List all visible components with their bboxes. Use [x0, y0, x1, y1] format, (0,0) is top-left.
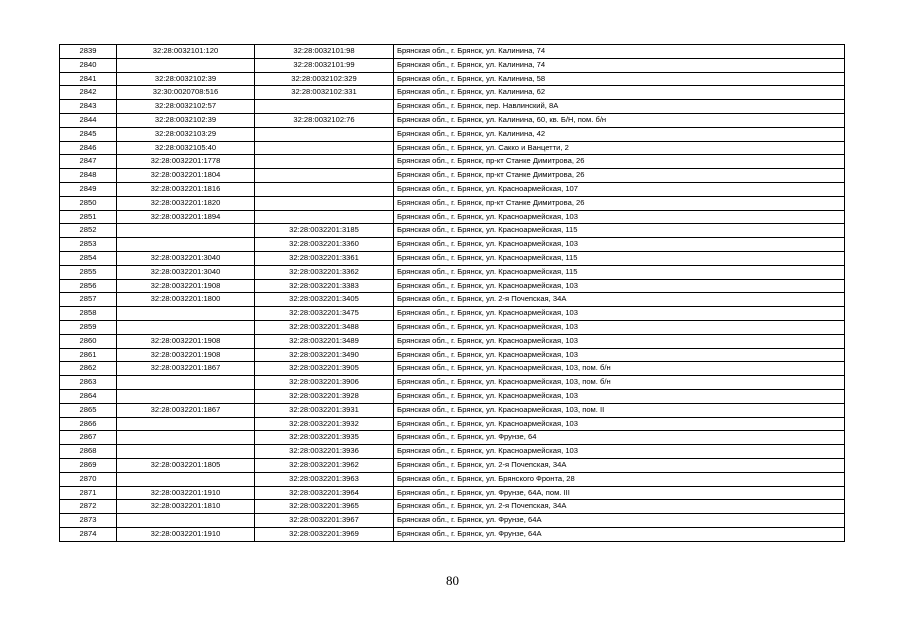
table-row — [60, 196, 845, 210]
address-cell: Брянская обл., г. Брянск, ул. Красноармейская, 103, пом. II — [394, 403, 845, 417]
row-number-cell: 2864 — [60, 389, 117, 403]
address-cell: Брянская обл., г. Брянск, ул. Фрунзе, 64А — [394, 514, 845, 528]
row-number-cell: 2869 — [60, 458, 117, 472]
row-number-cell: 2851 — [60, 210, 117, 224]
table-row — [60, 127, 845, 141]
table-row — [60, 527, 845, 541]
row-number-cell: 2839 — [60, 45, 117, 59]
table-row — [60, 362, 845, 376]
row-number-cell: 2870 — [60, 472, 117, 486]
related-cadastral-number-cell: 32:28:0032201:3361 — [255, 251, 394, 265]
row-number-cell: 2865 — [60, 403, 117, 417]
table-row — [60, 458, 845, 472]
related-cadastral-number-cell: 32:28:0032102:329 — [255, 72, 394, 86]
related-cadastral-number-cell — [255, 100, 394, 114]
cadastral-number-cell — [117, 238, 255, 252]
table-row — [60, 486, 845, 500]
cadastral-register-table — [59, 44, 845, 542]
related-cadastral-number-cell — [255, 141, 394, 155]
table-row — [60, 472, 845, 486]
row-number-cell: 2872 — [60, 500, 117, 514]
table-row — [60, 251, 845, 265]
cadastral-number-cell: 32:28:0032201:3040 — [117, 265, 255, 279]
address-cell: Брянская обл., г. Брянск, ул. Фрунзе, 64А, пом. III — [394, 486, 845, 500]
related-cadastral-number-cell: 32:28:0032201:3489 — [255, 334, 394, 348]
address-cell: Брянская обл., г. Брянск, ул. Красноармейская, 103 — [394, 320, 845, 334]
cadastral-number-cell: 32:30:0020708:516 — [117, 86, 255, 100]
related-cadastral-number-cell: 32:28:0032101:98 — [255, 45, 394, 59]
related-cadastral-number-cell: 32:28:0032201:3936 — [255, 445, 394, 459]
table-row — [60, 182, 845, 196]
cadastral-number-cell: 32:28:0032201:1867 — [117, 403, 255, 417]
address-cell: Брянская обл., г. Брянск, ул. Красноармейская, 115 — [394, 224, 845, 238]
address-cell: Брянская обл., г. Брянск, ул. 2-я Почепская, 34А — [394, 500, 845, 514]
cadastral-number-cell — [117, 472, 255, 486]
related-cadastral-number-cell: 32:28:0032201:3906 — [255, 376, 394, 390]
table-body — [60, 45, 845, 542]
cadastral-number-cell: 32:28:0032105:40 — [117, 141, 255, 155]
cadastral-number-cell: 32:28:0032201:1820 — [117, 196, 255, 210]
address-cell: Брянская обл., г. Брянск, пер. Навлинский, 8А — [394, 100, 845, 114]
address-cell: Брянская обл., г. Брянск, ул. Калинина, 62 — [394, 86, 845, 100]
row-number-cell: 2863 — [60, 376, 117, 390]
related-cadastral-number-cell: 32:28:0032201:3405 — [255, 293, 394, 307]
row-number-cell: 2852 — [60, 224, 117, 238]
cadastral-number-cell: 32:28:0032201:1867 — [117, 362, 255, 376]
related-cadastral-number-cell: 32:28:0032201:3962 — [255, 458, 394, 472]
row-number-cell: 2847 — [60, 155, 117, 169]
table-row — [60, 100, 845, 114]
table-row — [60, 155, 845, 169]
address-cell: Брянская обл., г. Брянск, ул. Калинина, 60, кв. Б/Н, пом. б/н — [394, 113, 845, 127]
row-number-cell: 2849 — [60, 182, 117, 196]
row-number-cell: 2861 — [60, 348, 117, 362]
related-cadastral-number-cell: 32:28:0032201:3965 — [255, 500, 394, 514]
address-cell: Брянская обл., г. Брянск, ул. Красноармейская, 115 — [394, 265, 845, 279]
table-row — [60, 113, 845, 127]
address-cell: Брянская обл., г. Брянск, ул. Фрунзе, 64 — [394, 431, 845, 445]
cadastral-number-cell — [117, 376, 255, 390]
address-cell: Брянская обл., г. Брянск, ул. 2-я Почепская, 34А — [394, 458, 845, 472]
related-cadastral-number-cell — [255, 210, 394, 224]
cadastral-number-cell — [117, 445, 255, 459]
table-row — [60, 72, 845, 86]
cadastral-number-cell: 32:28:0032201:1894 — [117, 210, 255, 224]
address-cell: Брянская обл., г. Брянск, ул. Красноармейская, 103 — [394, 238, 845, 252]
cadastral-number-cell — [117, 514, 255, 528]
address-cell: Брянская обл., г. Брянск, ул. Красноармейская, 103 — [394, 389, 845, 403]
related-cadastral-number-cell: 32:28:0032201:3488 — [255, 320, 394, 334]
table-row — [60, 210, 845, 224]
related-cadastral-number-cell: 32:28:0032201:3963 — [255, 472, 394, 486]
related-cadastral-number-cell: 32:28:0032201:3185 — [255, 224, 394, 238]
cadastral-number-cell — [117, 389, 255, 403]
address-cell: Брянская обл., г. Брянск, ул. Красноармейская, 103, пом. б/н — [394, 362, 845, 376]
related-cadastral-number-cell: 32:28:0032201:3969 — [255, 527, 394, 541]
related-cadastral-number-cell: 32:28:0032201:3905 — [255, 362, 394, 376]
row-number-cell: 2857 — [60, 293, 117, 307]
row-number-cell: 2853 — [60, 238, 117, 252]
table-row — [60, 348, 845, 362]
table-row — [60, 86, 845, 100]
cadastral-number-cell — [117, 58, 255, 72]
address-cell: Брянская обл., г. Брянск, ул. Калинина, 58 — [394, 72, 845, 86]
cadastral-number-cell: 32:28:0032201:1910 — [117, 527, 255, 541]
related-cadastral-number-cell: 32:28:0032101:99 — [255, 58, 394, 72]
row-number-cell: 2850 — [60, 196, 117, 210]
address-cell: Брянская обл., г. Брянск, ул. Сакко и Ванцетти, 2 — [394, 141, 845, 155]
related-cadastral-number-cell — [255, 196, 394, 210]
table-row — [60, 417, 845, 431]
table-row — [60, 307, 845, 321]
table-row — [60, 58, 845, 72]
address-cell: Брянская обл., г. Брянск, ул. Калинина, 42 — [394, 127, 845, 141]
related-cadastral-number-cell: 32:28:0032201:3475 — [255, 307, 394, 321]
cadastral-number-cell: 32:28:0032201:1810 — [117, 500, 255, 514]
row-number-cell: 2858 — [60, 307, 117, 321]
address-cell: Брянская обл., г. Брянск, ул. Красноармейская, 103, пом. б/н — [394, 376, 845, 390]
page-number: 80 — [446, 573, 459, 588]
cadastral-number-cell — [117, 307, 255, 321]
table-row — [60, 334, 845, 348]
address-cell: Брянская обл., г. Брянск, пр-кт Станке Димитрова, 26 — [394, 196, 845, 210]
address-cell: Брянская обл., г. Брянск, ул. Красноармейская, 115 — [394, 251, 845, 265]
related-cadastral-number-cell — [255, 169, 394, 183]
row-number-cell: 2873 — [60, 514, 117, 528]
row-number-cell: 2866 — [60, 417, 117, 431]
cadastral-number-cell: 32:28:0032201:1910 — [117, 486, 255, 500]
address-cell: Брянская обл., г. Брянск, пр-кт Станке Димитрова, 26 — [394, 169, 845, 183]
row-number-cell: 2862 — [60, 362, 117, 376]
table-row — [60, 224, 845, 238]
related-cadastral-number-cell — [255, 155, 394, 169]
row-number-cell: 2856 — [60, 279, 117, 293]
cadastral-number-cell: 32:28:0032201:1804 — [117, 169, 255, 183]
row-number-cell: 2848 — [60, 169, 117, 183]
row-number-cell: 2860 — [60, 334, 117, 348]
row-number-cell: 2843 — [60, 100, 117, 114]
row-number-cell: 2868 — [60, 445, 117, 459]
cadastral-number-cell — [117, 224, 255, 238]
related-cadastral-number-cell: 32:28:0032102:76 — [255, 113, 394, 127]
cadastral-number-cell: 32:28:0032201:1800 — [117, 293, 255, 307]
table-row — [60, 238, 845, 252]
related-cadastral-number-cell: 32:28:0032201:3932 — [255, 417, 394, 431]
address-cell: Брянская обл., г. Брянск, ул. Брянского Фронта, 28 — [394, 472, 845, 486]
cadastral-number-cell — [117, 417, 255, 431]
related-cadastral-number-cell: 32:28:0032201:3964 — [255, 486, 394, 500]
row-number-cell: 2867 — [60, 431, 117, 445]
cadastral-number-cell: 32:28:0032201:1816 — [117, 182, 255, 196]
row-number-cell: 2854 — [60, 251, 117, 265]
row-number-cell: 2840 — [60, 58, 117, 72]
address-cell: Брянская обл., г. Брянск, ул. Красноармейская, 103 — [394, 348, 845, 362]
related-cadastral-number-cell: 32:28:0032201:3490 — [255, 348, 394, 362]
address-cell: Брянская обл., г. Брянск, ул. Калинина, 74 — [394, 58, 845, 72]
address-cell: Брянская обл., г. Брянск, ул. Красноармейская, 107 — [394, 182, 845, 196]
table-row — [60, 169, 845, 183]
cadastral-number-cell — [117, 320, 255, 334]
address-cell: Брянская обл., г. Брянск, пр-кт Станке Димитрова, 26 — [394, 155, 845, 169]
cadastral-number-cell: 32:28:0032102:57 — [117, 100, 255, 114]
table-row — [60, 320, 845, 334]
cadastral-number-cell: 32:28:0032201:1778 — [117, 155, 255, 169]
row-number-cell: 2846 — [60, 141, 117, 155]
row-number-cell: 2874 — [60, 527, 117, 541]
address-cell: Брянская обл., г. Брянск, ул. Красноармейская, 103 — [394, 307, 845, 321]
address-cell: Брянская обл., г. Брянск, ул. Красноармейская, 103 — [394, 445, 845, 459]
cadastral-number-cell: 32:28:0032201:1908 — [117, 334, 255, 348]
address-cell: Брянская обл., г. Брянск, ул. Фрунзе, 64А — [394, 527, 845, 541]
table-row — [60, 45, 845, 59]
table-row — [60, 500, 845, 514]
cadastral-number-cell: 32:28:0032201:1908 — [117, 279, 255, 293]
related-cadastral-number-cell: 32:28:0032201:3360 — [255, 238, 394, 252]
related-cadastral-number-cell: 32:28:0032201:3935 — [255, 431, 394, 445]
cadastral-number-cell: 32:28:0032201:1908 — [117, 348, 255, 362]
cadastral-number-cell — [117, 431, 255, 445]
related-cadastral-number-cell: 32:28:0032201:3967 — [255, 514, 394, 528]
row-number-cell: 2871 — [60, 486, 117, 500]
cadastral-number-cell: 32:28:0032201:3040 — [117, 251, 255, 265]
related-cadastral-number-cell: 32:28:0032201:3928 — [255, 389, 394, 403]
row-number-cell: 2841 — [60, 72, 117, 86]
table-row — [60, 514, 845, 528]
address-cell: Брянская обл., г. Брянск, ул. Калинина, 74 — [394, 45, 845, 59]
cadastral-number-cell: 32:28:0032201:1805 — [117, 458, 255, 472]
table-row — [60, 279, 845, 293]
related-cadastral-number-cell — [255, 182, 394, 196]
address-cell: Брянская обл., г. Брянск, ул. Красноармейская, 103 — [394, 417, 845, 431]
table-row — [60, 431, 845, 445]
related-cadastral-number-cell: 32:28:0032201:3362 — [255, 265, 394, 279]
related-cadastral-number-cell: 32:28:0032201:3931 — [255, 403, 394, 417]
related-cadastral-number-cell: 32:28:0032201:3383 — [255, 279, 394, 293]
address-cell: Брянская обл., г. Брянск, ул. Красноармейская, 103 — [394, 334, 845, 348]
cadastral-number-cell: 32:28:0032102:39 — [117, 113, 255, 127]
table-row — [60, 376, 845, 390]
address-cell: Брянская обл., г. Брянск, ул. Красноармейская, 103 — [394, 210, 845, 224]
row-number-cell: 2859 — [60, 320, 117, 334]
row-number-cell: 2842 — [60, 86, 117, 100]
row-number-cell: 2844 — [60, 113, 117, 127]
table-row — [60, 293, 845, 307]
table-row — [60, 389, 845, 403]
cadastral-number-cell: 32:28:0032103:29 — [117, 127, 255, 141]
table-row — [60, 403, 845, 417]
related-cadastral-number-cell: 32:28:0032102:331 — [255, 86, 394, 100]
table-row — [60, 445, 845, 459]
table-row — [60, 141, 845, 155]
related-cadastral-number-cell — [255, 127, 394, 141]
row-number-cell: 2855 — [60, 265, 117, 279]
cadastral-number-cell: 32:28:0032102:39 — [117, 72, 255, 86]
address-cell: Брянская обл., г. Брянск, ул. 2-я Почепская, 34А — [394, 293, 845, 307]
cadastral-number-cell: 32:28:0032101:120 — [117, 45, 255, 59]
table-row — [60, 265, 845, 279]
address-cell: Брянская обл., г. Брянск, ул. Красноармейская, 103 — [394, 279, 845, 293]
row-number-cell: 2845 — [60, 127, 117, 141]
